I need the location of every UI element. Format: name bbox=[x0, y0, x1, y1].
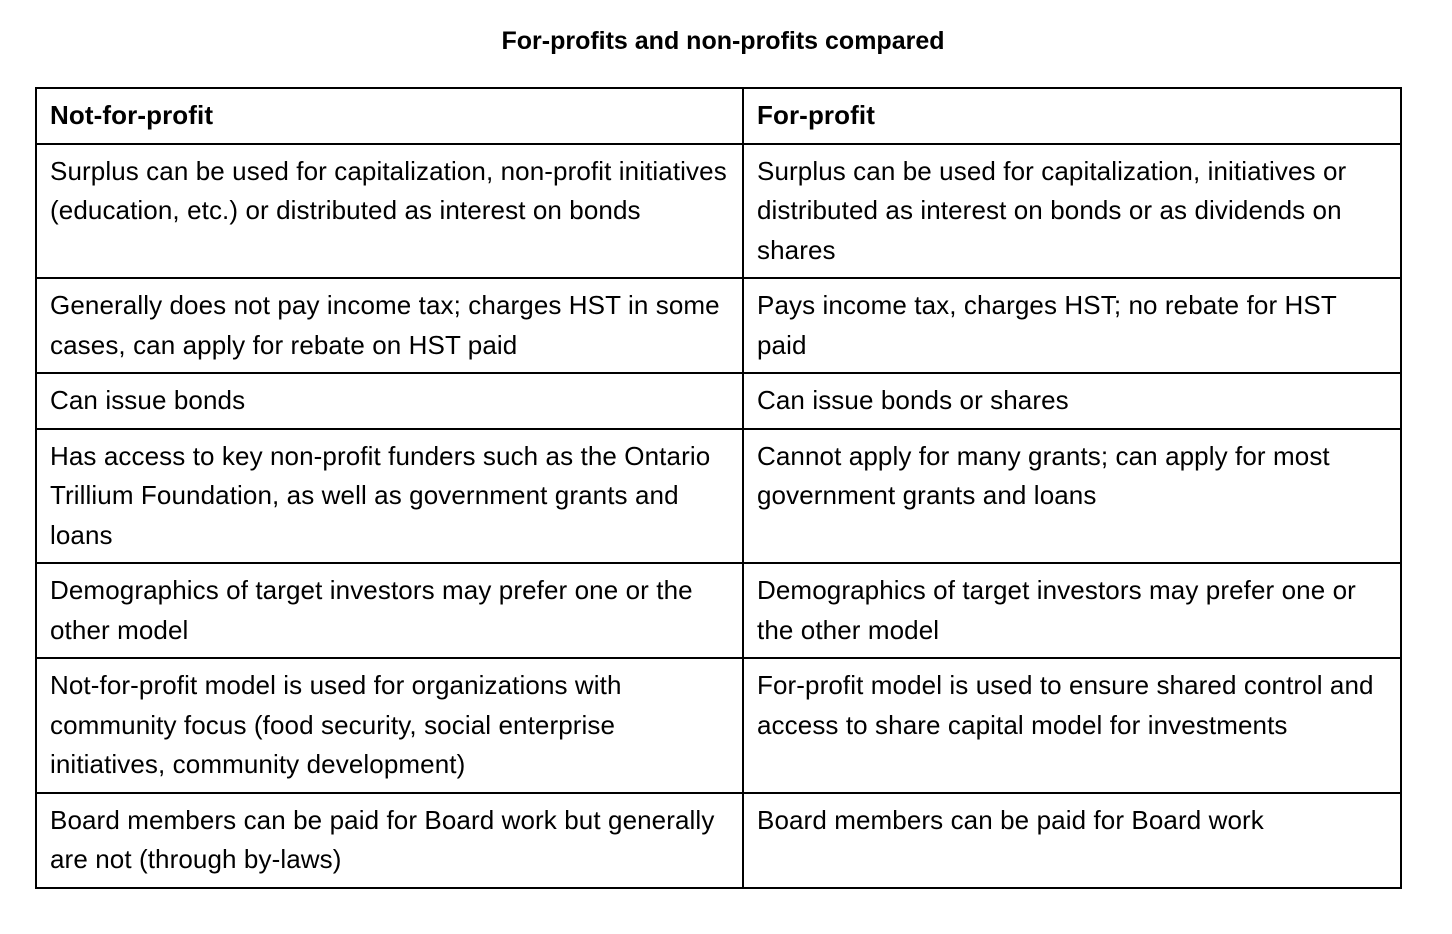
table-header-row bbox=[36, 88, 1401, 144]
not-for-profit-cell: Board members can be paid for Board work but generally are not (through by-laws) bbox=[36, 793, 743, 888]
table-row bbox=[36, 793, 1401, 888]
table-row bbox=[36, 144, 1401, 279]
for-profit-cell: Cannot apply for many grants; can apply for most government grants and loans bbox=[743, 429, 1401, 564]
for-profit-cell: Surplus can be used for capitalization, initiatives or distributed as interest on bonds or as dividends on shares bbox=[743, 144, 1401, 279]
table-row bbox=[36, 278, 1401, 373]
table-row bbox=[36, 563, 1401, 658]
for-profit-cell: Pays income tax, charges HST; no rebate for HST paid bbox=[743, 278, 1401, 373]
not-for-profit-cell: Surplus can be used for capitalization, non-profit initiatives (education, etc.) or distributed as interest on bonds bbox=[36, 144, 743, 279]
header-not-for-profit: Not-for-profit bbox=[36, 88, 743, 144]
for-profit-cell: Can issue bonds or shares bbox=[743, 373, 1401, 429]
table-row bbox=[36, 373, 1401, 429]
not-for-profit-cell: Demographics of target investors may prefer one or the other model bbox=[36, 563, 743, 658]
not-for-profit-cell: Has access to key non-profit funders such as the Ontario Trillium Foundation, as well as government grants and loans bbox=[36, 429, 743, 564]
document-title: For-profits and non-profits compared bbox=[501, 27, 945, 55]
not-for-profit-cell: Generally does not pay income tax; charges HST in some cases, can apply for rebate on HST paid bbox=[36, 278, 743, 373]
for-profit-cell: Board members can be paid for Board work bbox=[743, 793, 1401, 888]
header-for-profit: For-profit bbox=[743, 88, 1401, 144]
comparison-table bbox=[35, 87, 1402, 889]
not-for-profit-cell: Can issue bonds bbox=[36, 373, 743, 429]
table-row bbox=[36, 658, 1401, 793]
not-for-profit-cell: Not-for-profit model is used for organizations with community focus (food security, social enterprise initiatives, community development) bbox=[36, 658, 743, 793]
table-row bbox=[36, 429, 1401, 564]
for-profit-cell: Demographics of target investors may prefer one or the other model bbox=[743, 563, 1401, 658]
for-profit-cell: For-profit model is used to ensure shared control and access to share capital model for investments bbox=[743, 658, 1401, 793]
